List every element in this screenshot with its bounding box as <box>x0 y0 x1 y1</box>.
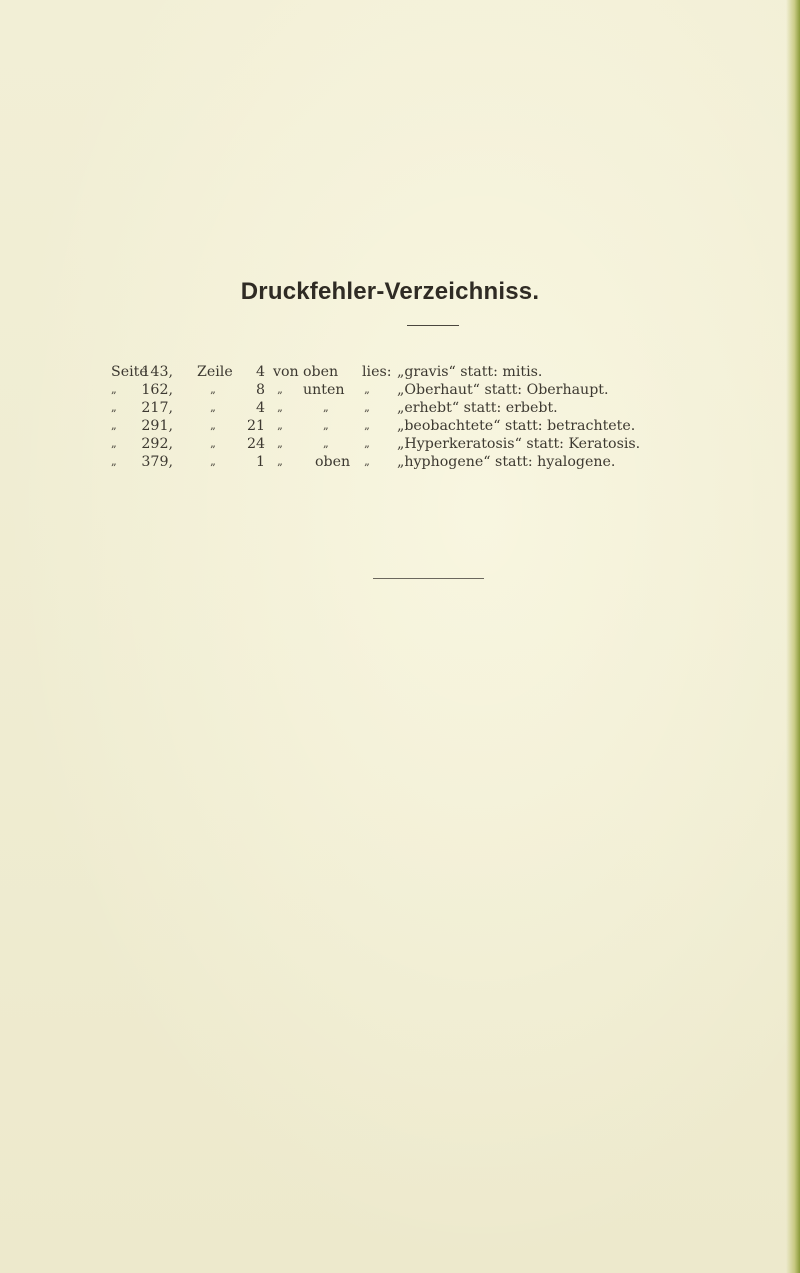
ditto-mark: „ <box>210 383 216 396</box>
ditto-mark: „ <box>277 383 283 396</box>
page-number: 217, <box>141 400 173 416</box>
ditto-mark: „ <box>111 383 117 396</box>
ditto-mark: „ <box>277 437 283 450</box>
correction-text: „erhebt“ statt: erbebt. <box>397 400 558 416</box>
ditto-mark: „ <box>111 419 117 432</box>
line-position: „ <box>323 401 329 414</box>
ditto-mark: „ <box>364 455 370 468</box>
seite-label: Seite <box>111 364 148 380</box>
line-number: 4 <box>255 400 265 416</box>
page-number: 292, <box>141 436 173 452</box>
end-divider <box>373 578 484 579</box>
lies-label: lies: <box>362 364 392 380</box>
ditto-mark: „ <box>210 401 216 414</box>
correction-text: „hyphogene“ statt: hyalogene. <box>397 454 616 470</box>
ditto-mark: „ <box>364 401 370 414</box>
ditto-mark: „ <box>277 419 283 432</box>
ditto-mark: „ <box>111 455 117 468</box>
line-number: 8 <box>255 382 265 398</box>
line-number: 1 <box>255 454 265 470</box>
line-number: 24 <box>246 436 265 452</box>
zeile-label: Zeile <box>197 364 233 380</box>
title-divider <box>407 325 459 326</box>
page-number: 291, <box>141 418 173 434</box>
ditto-mark: „ <box>210 455 216 468</box>
line-position: oben <box>303 364 339 380</box>
line-position: „ <box>323 419 329 432</box>
page-title: Druckfehler-Verzeichniss. <box>240 278 540 305</box>
line-number: 21 <box>246 418 265 434</box>
von-label: von <box>273 364 299 380</box>
ditto-mark: „ <box>210 419 216 432</box>
correction-text: „beobachtete“ statt: betrachtete. <box>397 418 636 434</box>
correction-text: „gravis“ statt: mitis. <box>397 364 543 380</box>
ditto-mark: „ <box>277 401 283 414</box>
page-number: 379, <box>141 454 173 470</box>
ditto-mark: „ <box>364 419 370 432</box>
ditto-mark: „ <box>364 383 370 396</box>
line-position: unten <box>303 382 345 398</box>
page-number: 162, <box>141 382 173 398</box>
line-position: „ <box>323 437 329 450</box>
page-number: 143, <box>141 364 173 380</box>
line-number: 4 <box>255 364 265 380</box>
ditto-mark: „ <box>277 455 283 468</box>
page-edge-shadow <box>786 0 800 1273</box>
ditto-mark: „ <box>111 401 117 414</box>
ditto-mark: „ <box>210 437 216 450</box>
correction-text: „Hyperkeratosis“ statt: Keratosis. <box>397 436 641 452</box>
line-position: oben <box>315 454 351 470</box>
correction-text: „Oberhaut“ statt: Oberhaupt. <box>397 382 609 398</box>
ditto-mark: „ <box>111 437 117 450</box>
ditto-mark: „ <box>364 437 370 450</box>
